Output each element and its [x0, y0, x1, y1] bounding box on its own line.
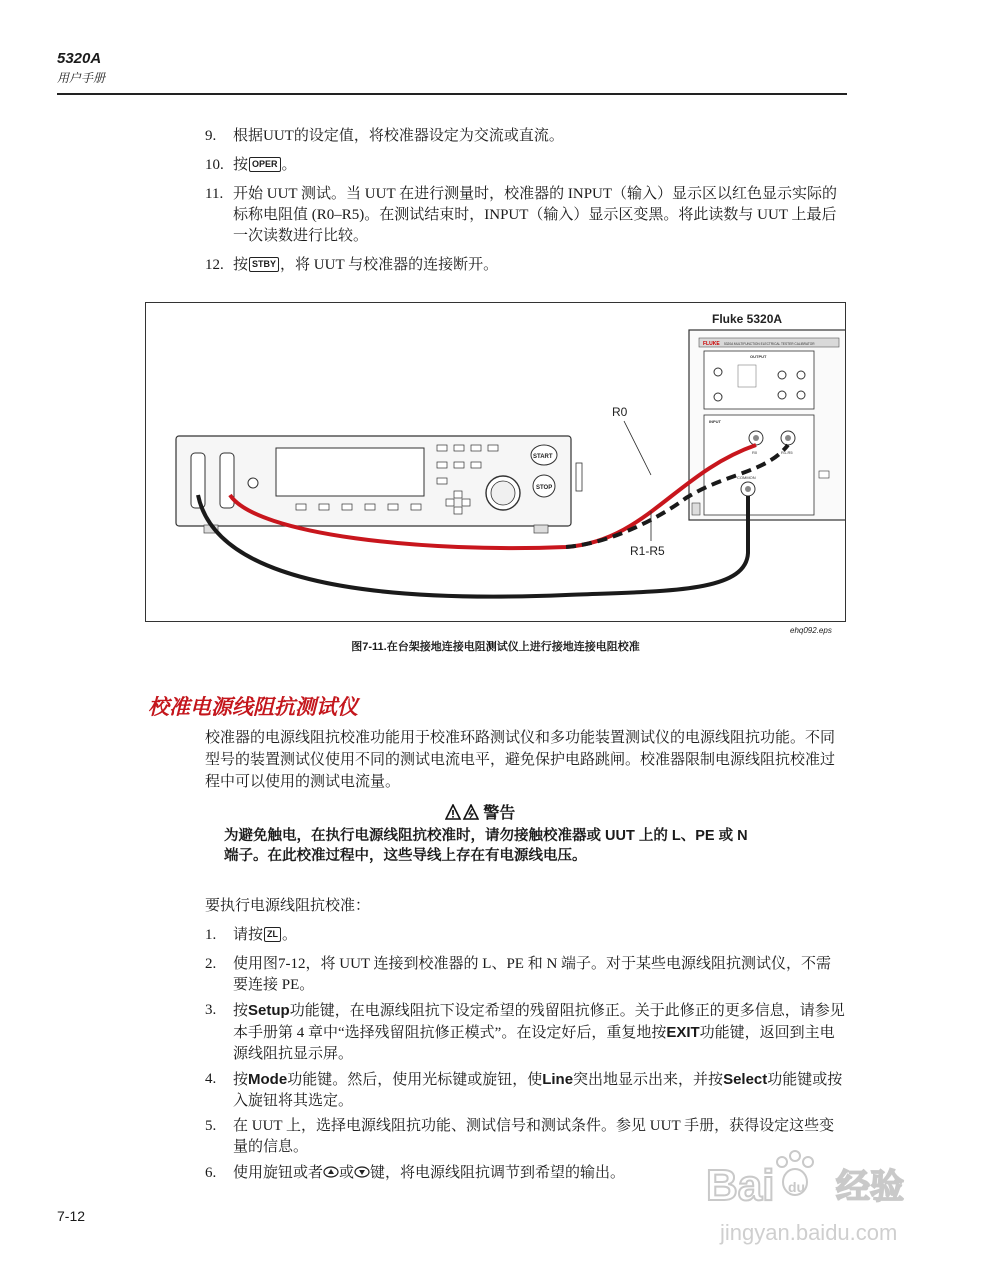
- step-number: 3.: [205, 1002, 217, 1018]
- step-10: 10. 按 OPER 。: [205, 155, 845, 176]
- output-terminal: [778, 391, 786, 399]
- uut-key: [437, 478, 447, 484]
- watermark-brand: Bai: [706, 1161, 775, 1210]
- common-label: COMMON: [737, 475, 756, 480]
- r0-terminal-core: [753, 435, 759, 441]
- oper-key: OPER: [249, 157, 281, 172]
- start-label: START: [533, 454, 553, 460]
- uut-foot: [534, 525, 548, 533]
- step-number: 1.: [205, 927, 217, 943]
- uut-softkey: [342, 504, 352, 510]
- step-text: 根据UUT的设定值，将校准器设定为交流或直流。: [233, 128, 564, 144]
- r1r5-label: R1-R5: [630, 544, 665, 558]
- warning-heading: [205, 800, 755, 823]
- common-terminal-core: [745, 486, 751, 492]
- calibrator-foot: [692, 503, 700, 515]
- step-number: 4.: [205, 1071, 217, 1087]
- step-number: 5.: [205, 1118, 217, 1134]
- uut-dial-inner: [491, 481, 515, 505]
- page-number: 7-12: [57, 1208, 86, 1224]
- device-label: Fluke 5320A: [712, 312, 783, 326]
- output-terminal: [797, 371, 805, 379]
- r0-label: R0: [612, 405, 628, 419]
- step-text: 使用图7-12，将 UUT 连接到校准器的 L、PE 和 N 端子。对于某些电源线阻抗测试仪，不需要连接 PE。: [233, 956, 832, 993]
- section-title: 校准电源线阻抗测试仪: [148, 694, 358, 719]
- figure-file-id: ehq092.eps: [790, 626, 832, 635]
- warning-icon: [445, 804, 479, 820]
- baidu-watermark: [700, 1140, 960, 1270]
- output-terminal: [778, 371, 786, 379]
- stop-label: STOP: [536, 485, 553, 491]
- uut-softkey: [411, 504, 421, 510]
- uut-key: [454, 462, 464, 468]
- output-label: OUTPUT: [750, 354, 767, 359]
- step-number: 2.: [205, 956, 217, 972]
- uut-softkey: [319, 504, 329, 510]
- figure-frame: [145, 302, 846, 622]
- step-2: [205, 954, 845, 996]
- output-terminal: [797, 391, 805, 399]
- setup-key-name: Setup: [248, 1002, 290, 1019]
- uut-softkey: [296, 504, 306, 510]
- line-option-name: Line: [542, 1071, 574, 1088]
- step-text: 按: [233, 157, 249, 173]
- r0-terminal-label: R0: [752, 450, 758, 455]
- step-text: 开始 UUT 测试。当 UUT 在进行测量时，校准器的 INPUT（输入）显示区以红色显示实际的标称电阻值 (R0–R5)。在测试结束时，INPUT（输入）显示区变黑。将此读数与 UUT 上最后一次读数进行比较。: [233, 186, 838, 244]
- panel-brand: FLUKE: [703, 341, 720, 347]
- section-paragraph: 校准器的电源线阻抗校准功能用于校准环路测试仪和多功能装置测试仪的电源线阻抗功能。不同型号的装置测试仪使用不同的测试电流电平，避免保护电路跳闸。校准器限制电源线阻抗校准过程中可以使用的测试电流量。: [205, 730, 836, 790]
- step-number: 11.: [205, 186, 224, 202]
- uut-arrow-key: [454, 491, 462, 498]
- procedure-intro: 要执行电源线阻抗校准：: [205, 898, 371, 914]
- step-number: 10.: [205, 157, 224, 173]
- uut-arrow-key: [462, 499, 470, 506]
- uut-key: [437, 462, 447, 468]
- step-3: 3. 按Setup功能键，在电源线阻抗下设定希望的残留阻抗修正。关于此修正的更多信息，请参见本手册第 4 章中“选择残留阻抗修正模式”。在设定好后，重复地按EXIT功能键，返回到主电源线阻抗显示屏。: [205, 1002, 845, 1062]
- step-number: 9.: [205, 128, 217, 144]
- output-terminal-hi: [714, 368, 722, 376]
- manual-subtitle: 用户手册: [57, 71, 106, 85]
- exit-key-name: EXIT: [666, 1024, 700, 1041]
- figure-caption: 图7-11.在台架接地连接电阻测试仪上进行接地连接电阻校准: [351, 641, 640, 653]
- uut-key: [454, 445, 464, 451]
- watermark-paw-text: du: [788, 1179, 806, 1195]
- stby-key: STBY: [249, 257, 279, 272]
- uut-side-handle: [576, 463, 582, 491]
- connection-diagram: [146, 303, 845, 621]
- uut-key: [437, 445, 447, 451]
- output-terminal-lo: [714, 393, 722, 401]
- step-9: [205, 126, 845, 147]
- warning-bang-icon: [452, 810, 454, 815]
- step-6: 6. 使用旋钮或者 或 键，将电源线阻抗调节到希望的输出。: [205, 1163, 845, 1184]
- mode-key-name: Mode: [248, 1071, 288, 1088]
- side-key: [819, 471, 829, 478]
- watermark-url: jingyan.baidu.com: [720, 1220, 898, 1245]
- warning-dot-icon: [452, 816, 454, 818]
- uut-key: [488, 445, 498, 451]
- input-label: INPUT: [709, 419, 721, 424]
- step-1: 1. 请按 ZL 。: [205, 925, 845, 946]
- select-key-name: Select: [723, 1071, 768, 1088]
- uut-key: [471, 445, 481, 451]
- zl-key: ZL: [264, 927, 281, 942]
- warning-body: 为避免触电，在执行电源线阻抗校准时，请勿接触校准器或 UUT 上的 L、PE 或 N 端子。在此校准过程中，这些导线上存在有电源线电压。: [224, 828, 748, 864]
- r0-leader: [624, 421, 651, 475]
- panel-model: 5320A MULTIFUNCTION ELECTRICAL TESTER CALIBRATOR: [724, 342, 815, 346]
- step-number: 12.: [205, 257, 224, 273]
- uut-arrow-key: [454, 507, 462, 514]
- r1r5-terminal-core: [785, 435, 791, 441]
- step-number: 6.: [205, 1165, 217, 1181]
- step-text: 按: [233, 257, 249, 273]
- uut-knob-small: [248, 478, 258, 488]
- step-12: 12. 按 STBY ，将 UUT 与校准器的连接断开。: [205, 255, 845, 276]
- warning-title: 警告: [483, 805, 516, 822]
- uut-arrow-key: [446, 499, 454, 506]
- manual-model: 5320A: [57, 50, 102, 67]
- header-rule: [57, 93, 847, 95]
- r1r5-terminal-label: R1-R5: [781, 450, 793, 455]
- step-11: [205, 184, 845, 247]
- watermark-cn: 经验: [836, 1167, 904, 1207]
- step-text: 请按: [233, 927, 264, 943]
- uut-softkey: [365, 504, 375, 510]
- step-4: 4. 按Mode功能键。然后，使用光标键或旋钮，使Line突出地显示出来，并按Select功能键或按入旋钮将其选定。: [205, 1071, 843, 1109]
- uut-key: [471, 462, 481, 468]
- uut-softkey: [388, 504, 398, 510]
- down-arrow-key-icon: [354, 1166, 370, 1178]
- uut-display: [276, 448, 424, 496]
- up-arrow-key-icon: [323, 1166, 339, 1178]
- step-text: 在 UUT 上，选择电源线阻抗功能、测试信号和测试条件。参见 UUT 手册，获得设定这些变量的信息。: [233, 1118, 835, 1155]
